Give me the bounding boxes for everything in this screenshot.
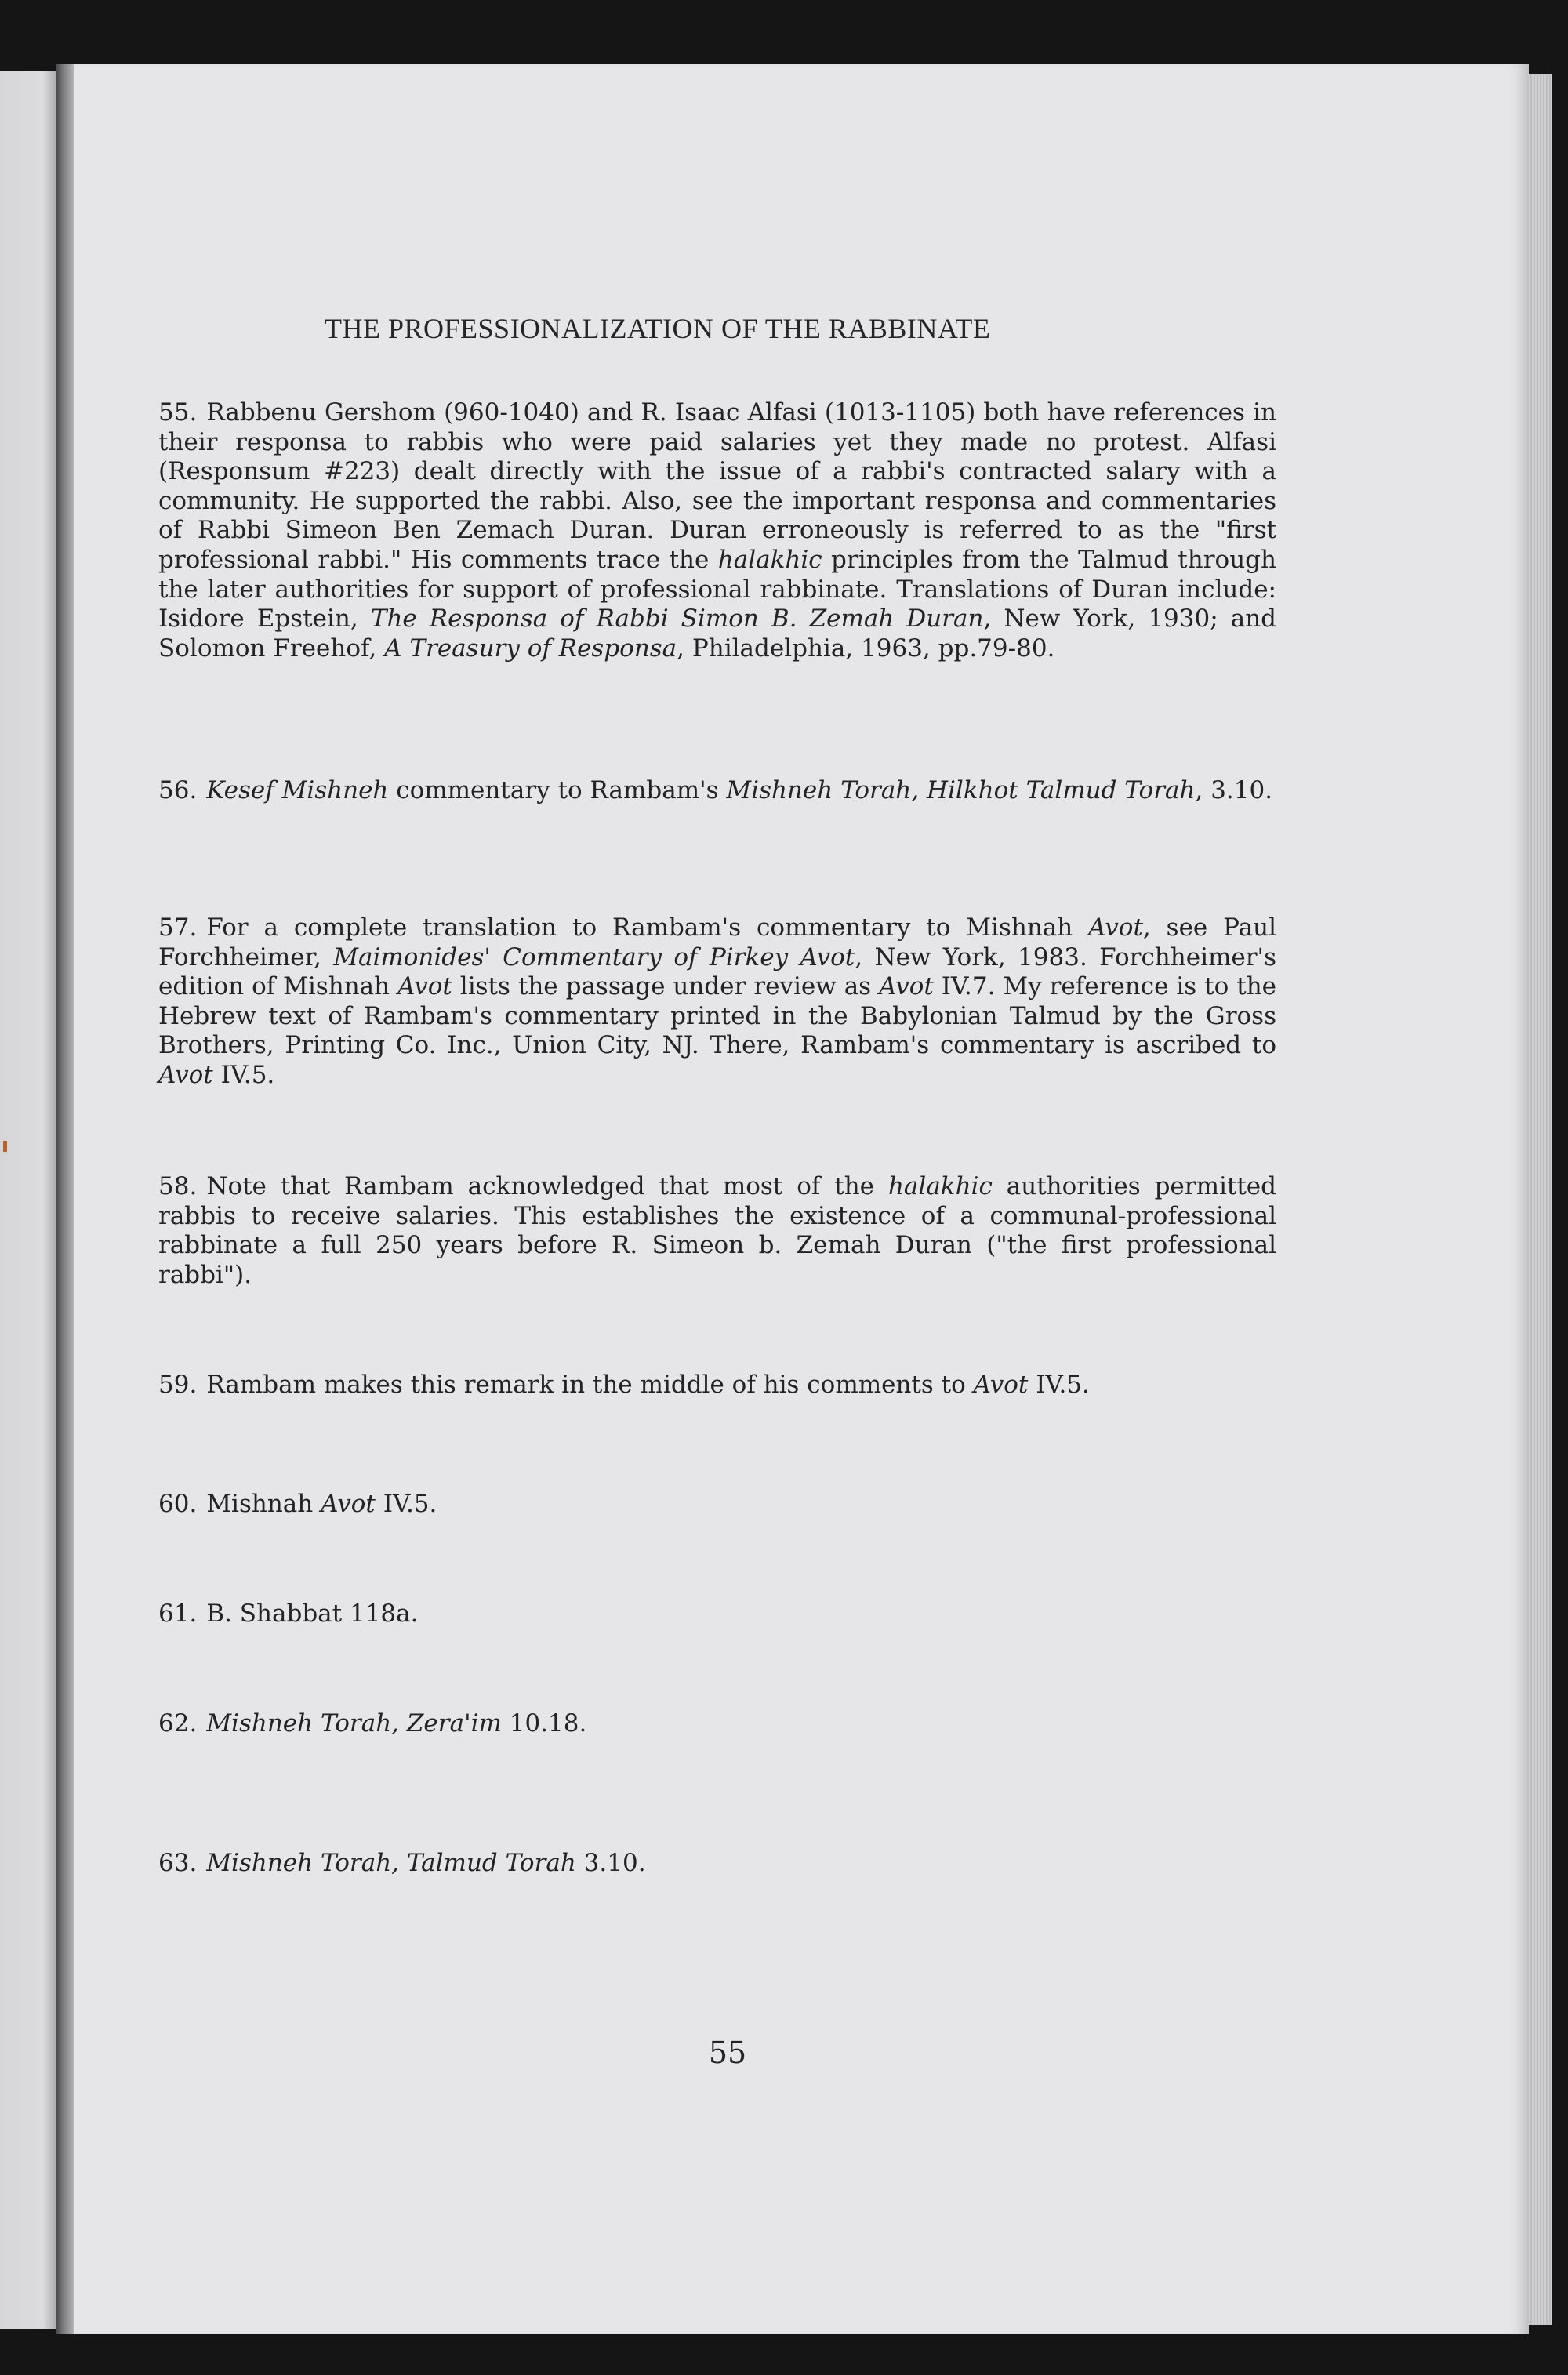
margin-mark — [3, 1141, 7, 1152]
endnote-number: 61. — [158, 1600, 198, 1628]
endnote-number: 63. — [158, 1849, 198, 1877]
endnote-60: 60. Mishnah Avot IV.5. — [158, 1490, 437, 1518]
endnote-number: 56. — [158, 776, 198, 804]
book-gutter — [56, 64, 74, 2334]
endnote-57: 57. For a complete translation to Rambam's commentary to Mishnah Avot, see Paul Forchheimer, Maimonides' Commentary of Pirkey Avot, New York, 1983. Forchheimer's edition of Mishnah Avot lists the passage under review as Avot IV.7. My reference is to the Hebrew text of Rambam's commentary printed in the Babylonian Talmud by the Gross Brothers, Printing Co. Inc., Union City, NJ. There, Rambam's commentary is ascribed to Avot IV.5. — [158, 913, 1277, 1089]
endnote-number: 60. — [158, 1490, 198, 1518]
facing-page-edge — [0, 71, 61, 2329]
endnote-number: 55. — [158, 398, 198, 427]
endnote-number: 58. — [158, 1172, 198, 1200]
endnote-58: 58. Note that Rambam acknowledged that most of the halakhic authorities permitted rabbis to receive salaries. This establishes the existence of a communal-professional rabbinate a full 250 years before R. Simeon b. Zemah Duran ("the first professional rabbi"). — [158, 1172, 1276, 1289]
endnote-56: 56. Kesef Mishneh commentary to Rambam's Mishneh Torah, Hilkhot Talmud Torah, 3.10. — [158, 776, 1273, 804]
page-fore-edge — [1529, 74, 1552, 2325]
endnote-61: 61. B. Shabbat 118a. — [158, 1600, 419, 1628]
endnote-63: 63. Mishneh Torah, Talmud Torah 3.10. — [158, 1849, 646, 1877]
endnote-number: 62. — [158, 1709, 198, 1738]
endnote-number: 57. — [158, 913, 198, 942]
page-number: 55 — [708, 2035, 747, 2070]
running-head: THE PROFESSIONALIZATION OF THE RABBINATE — [325, 313, 991, 344]
endnote-59: 59. Rambam makes this remark in the middle of his comments to Avot IV.5. — [158, 1371, 1090, 1399]
endnote-number: 59. — [158, 1371, 198, 1399]
endnote-55: 55. Rabbenu Gershom (960-1040) and R. Isaac Alfasi (1013-1105) both have references in their responsa to rabbis who were paid salaries yet they made no protest. Alfasi (Responsum #223) dealt directly with the issue of a rabbi's contracted salary with a community. He supported the rabbi. Also, see the important responsa and commentaries of Rabbi Simeon Ben Zemach Duran. Duran erroneously is referred to as the "first professional rabbi." His comments trace the halakhic principles from the Talmud through the later authorities for support of professional rabbinate. Translations of Duran include: Isidore Epstein, The Responsa of Rabbi Simon B. Zemah Duran, New York, 1930; and Solomon Freehof, A Treasury of Responsa, Philadelphia, 1963, pp.79-80. — [158, 398, 1277, 663]
endnote-62: 62. Mishneh Torah, Zera'im 10.18. — [158, 1709, 587, 1738]
